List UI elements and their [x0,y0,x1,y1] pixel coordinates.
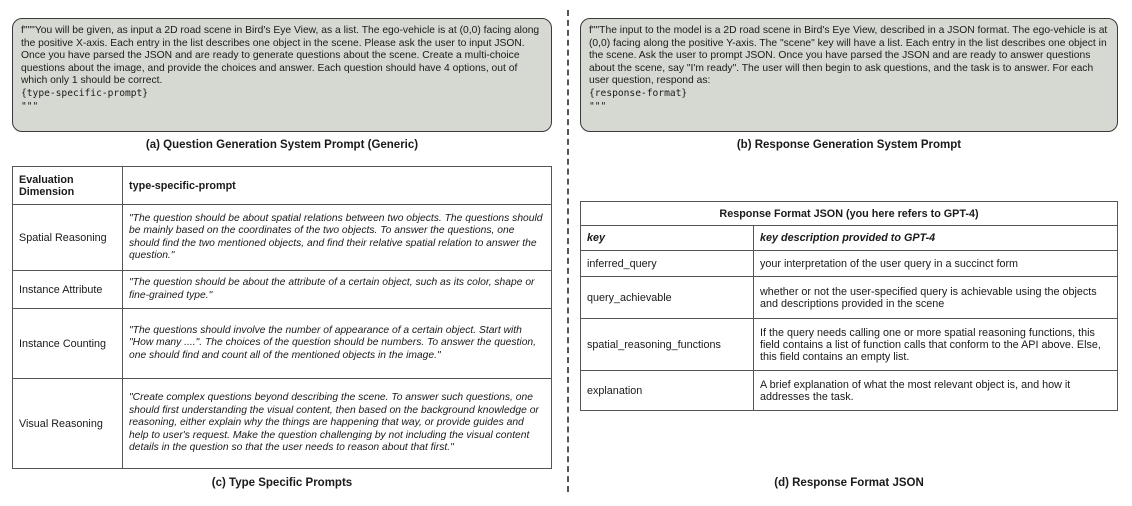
desc-cell: whether or not the user-specified query is achievable using the objects and descriptions provided in the scene [754,277,1118,319]
table-title-row [581,202,1118,226]
prompt-cell: "The question should be about the attribute of a certain object, such as its color, shape or fine-grained type." [123,271,552,309]
table-row [13,205,552,271]
header-desc: key description provided to GPT-4 [754,226,1118,251]
key-cell: query_achievable [581,277,754,319]
prompt-cell: "The question should be about spatial relations between two objects. The questions should be mainly based on the coordinates of the two objects. To answer the questions, one should find the two mentioned objects, and find their relative spatial relation to answer the question." [123,205,552,271]
table-header-row [13,167,552,205]
caption-c: (c) Type Specific Prompts [211,477,353,489]
dimension-cell: Instance Counting [13,309,123,379]
caption-a: (a) Question Generation System Prompt (Generic) [145,139,419,151]
table-row [581,319,1118,371]
dimension-cell: Visual Reasoning [13,379,123,469]
desc-cell: your interpretation of the user query in a succinct form [754,251,1118,277]
prompt-cell: "The questions should involve the number of appearance of a certain object. Start with "How many ....". The choices of the question should be numbers. To answer the question, one should find and count all of the mentioned objects in the image." [123,309,552,379]
header-prompt: type-specific-prompt [123,167,552,205]
response-format-table [580,201,1118,411]
dimension-cell: Instance Attribute [13,271,123,309]
prompt-closing: """ [589,100,607,112]
key-cell: inferred_query [581,251,754,277]
prompt-cell: "Create complex questions beyond describing the scene. To answer such questions, one should first understanding the visual content, then based on the background knowledge or reasoning, either explain why the things are happening that way, or provide guides and help to user's request. Make the question challenging by not including the visual content details in the question so that the user needs to reason about that first." [123,379,552,469]
response-generation-prompt-box [580,18,1118,132]
table-header-row [581,226,1118,251]
prompt-placeholder: {response-format} [589,87,688,99]
caption-d: (d) Response Format JSON [774,477,924,489]
key-cell: explanation [581,371,754,411]
panel-divider [567,10,569,492]
type-specific-prompts-table [12,166,552,469]
prompt-placeholder: {type-specific-prompt} [21,87,149,99]
desc-cell: If the query needs calling one or more spatial reasoning functions, this field contains a list of function calls that conform to the API above. Else, this field contains an empty list. [754,319,1118,371]
caption-b: (b) Response Generation System Prompt [736,139,962,151]
desc-cell: A brief explanation of what the most relevant object is, and how it addresses the task. [754,371,1118,411]
header-dimension: Evaluation Dimension [13,167,123,205]
table-row [581,371,1118,411]
table-row [13,309,552,379]
table-row [13,379,552,469]
table-row [581,251,1118,277]
table-row [13,271,552,309]
key-cell: spatial_reasoning_functions [581,319,754,371]
table-title: Response Format JSON (you here refers to GPT-4) [581,202,1118,226]
header-key: key [581,226,754,251]
table-row [581,277,1118,319]
prompt-closing: """ [21,100,39,112]
question-generation-prompt-box [12,18,552,132]
dimension-cell: Spatial Reasoning [13,205,123,271]
prompt-text: f"""You will be given, as input a 2D road scene in Bird's Eye View, as a list. The ego-vehicle is at (0,0) facing along the positive X-axis. Each entry in the list describes one object in the scene. Please ask the user to input JSON. Once you have parsed the JSON and are ready to generate questions about the scene. Create a multi-choice questions about the image, and provide the choices and answer. Each question should have 4 options, out of which only 1 should be correct. [21,25,540,87]
prompt-text: f""The input to the model is a 2D road scene in Bird's Eye View, described in a JSON format. The ego-vehicle is at (0,0) facing along the positive Y-axis. The "scene" key will have a list. Each entry in the list describes one object in the scene. Ask the user to prompt JSON. Once you have parsed the JSON and are ready to answer questions about the scene, say "I'm ready". The user will then begin to ask questions, and the task is to answer. For each user question, respond as: [589,25,1108,87]
